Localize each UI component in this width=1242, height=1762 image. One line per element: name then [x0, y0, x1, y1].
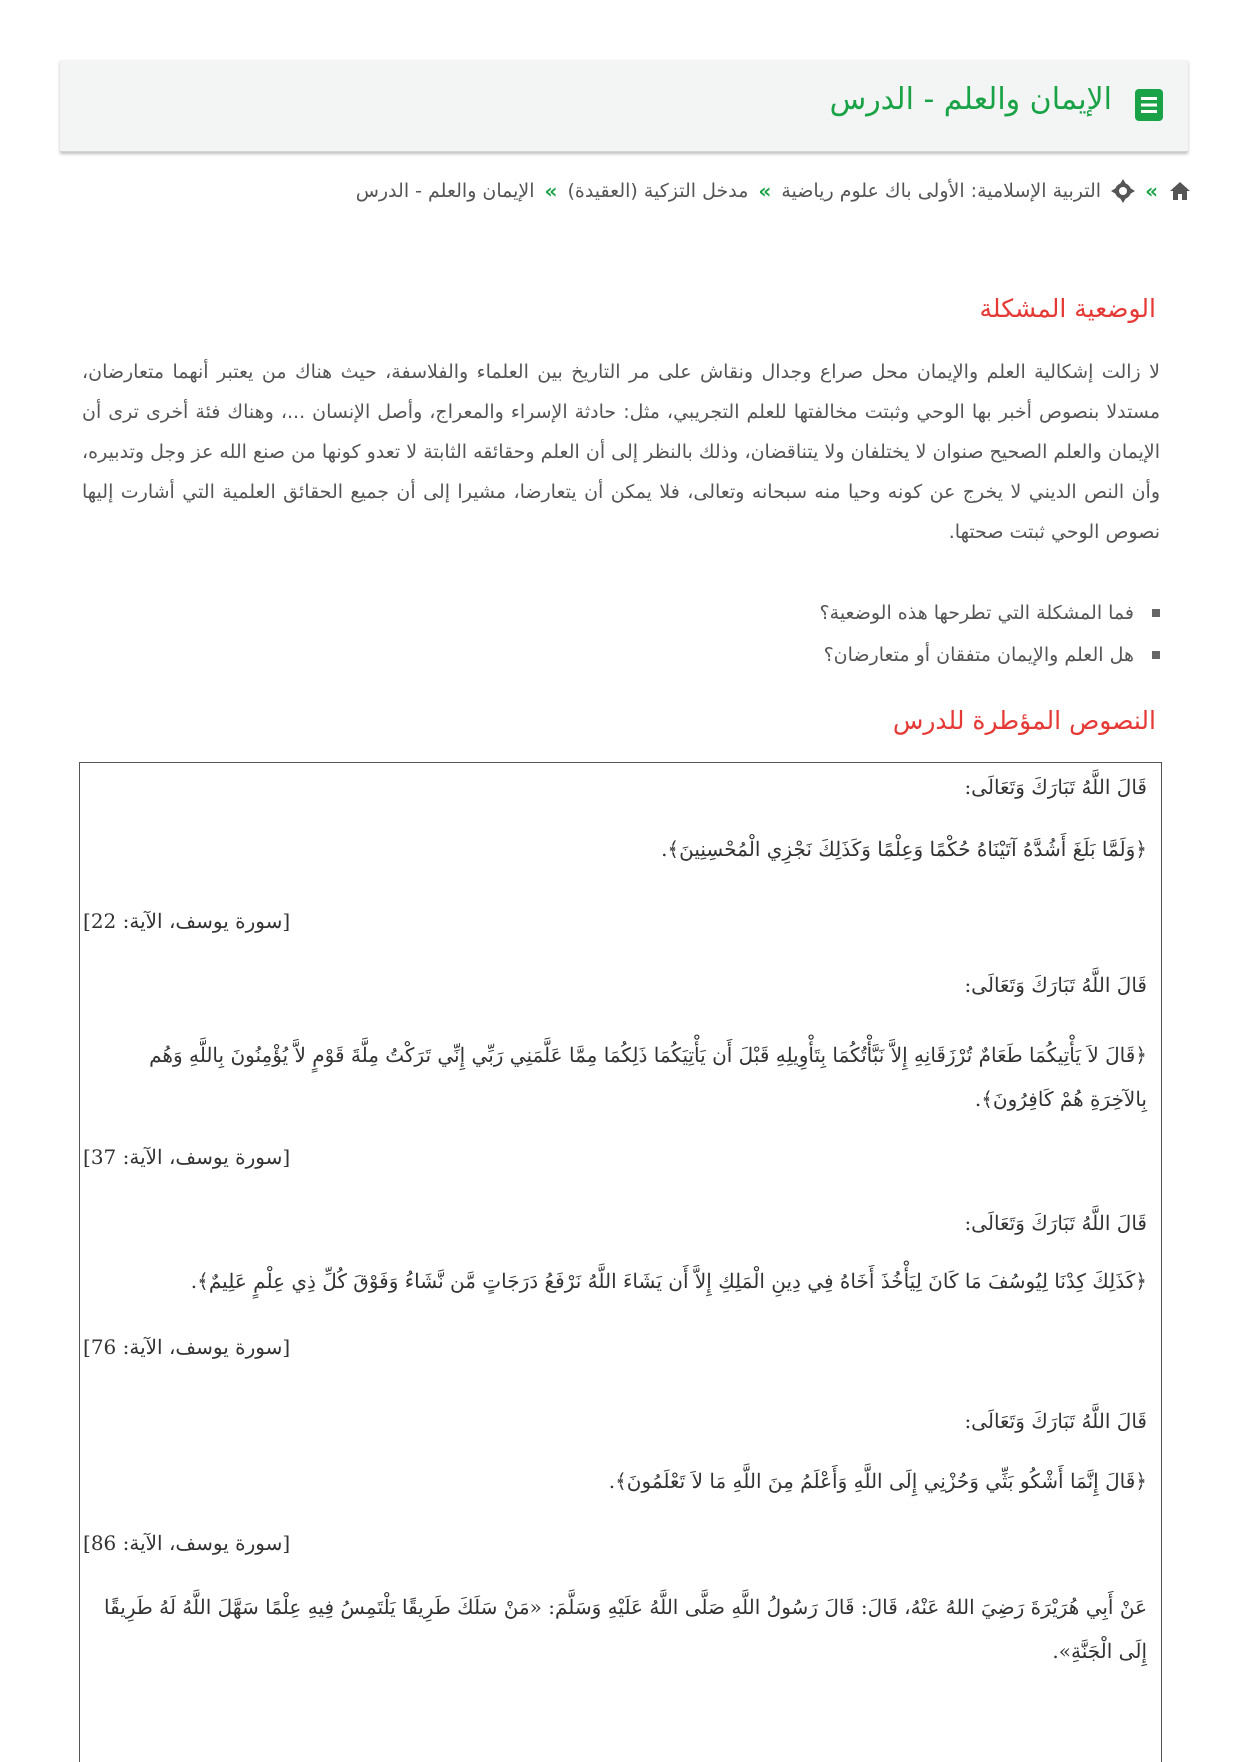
gear-icon	[1111, 179, 1135, 203]
question-text: هل العلم والإيمان متفقان أو متعارضان؟	[823, 644, 1134, 666]
breadcrumb-item-unit[interactable]: مدخل التزكية (العقيدة)	[567, 180, 749, 202]
question-text: فما المشكلة التي تطرحها هذه الوضعية؟	[819, 602, 1134, 624]
framing-texts-box	[79, 762, 1162, 1762]
verse-intro: قَالَ اللَّهُ تَبَارَكَ وَتَعَالَى:	[964, 775, 1147, 799]
verse-text: ﴿وَلَمَّا بَلَغَ أَشُدَّهُ آتَيْنَاهُ حُكْمًا وَعِلْمًا وَكَذَلِكَ نَجْزِي الْمُحْسِنِينَ﴾.	[661, 837, 1147, 861]
verse-text: ﴿قَالَ إِنَّمَا أَشْكُو بَثِّي وَحُزْنِي إِلَى اللَّهِ وَأَعْلَمُ مِنَ اللَّهِ مَا لاَ تَعْلَمُونَ﴾.	[608, 1469, 1147, 1493]
section-heading-problem: الوضعية المشكلة	[979, 294, 1156, 323]
page-header	[60, 60, 1188, 152]
breadcrumb-separator: »	[1145, 179, 1158, 203]
breadcrumb-item-current: الإيمان والعلم - الدرس	[355, 180, 535, 202]
bullet-icon	[1152, 651, 1160, 659]
breadcrumb	[356, 176, 1192, 206]
verse-text: ﴿كَذَلِكَ كِدْنَا لِيُوسُفَ مَا كَانَ لِيَأْخُذَ أَخَاهُ فِي دِينِ الْمَلِكِ إِلاَّ أَن يَشَاءَ اللَّهُ نَرْفَعُ دَرَجَاتٍ مَّن نَّشَاءُ وَفَوْقَ كُلِّ ذِي عِلْمٍ عَلِيمٌ﴾.	[190, 1269, 1147, 1293]
page-title: الإيمان والعلم - الدرس	[829, 82, 1112, 117]
breadcrumb-separator: »	[544, 179, 558, 203]
verse-intro: قَالَ اللَّهُ تَبَارَكَ وَتَعَالَى:	[964, 1409, 1147, 1433]
verse-intro: قَالَ اللَّهُ تَبَارَكَ وَتَعَالَى:	[964, 973, 1147, 997]
verse-reference: [سورة يوسف، الآية: 37]	[83, 1145, 291, 1169]
problem-paragraph: لا زالت إشكالية العلم والإيمان محل صراع وجدال ونقاش على مر التاريخ بين العلماء والفلاسفة، حيث هناك من يعتبر أنهما متعارضان، مستدلا بنصوص أخبر بها الوحي وثبتت مخالفتها للعلم التجريبي، مثل: حادثة الإسراء والمعراج، وأصل الإنسان ...، وهناك فئة أخرى ترى أن الإيمان والعلم الصحيح صنوان لا يختلفان ولا يتناقضان، وذلك بالنظر إلى أن العلم وحقائقه الثابتة لا تعدو كونها من صنع الله عز وجل وتدبيره، وأن النص الديني لا يخرج عن كونه وحيا منه سبحانه وتعالى، فلا يمكن أن يتعارضا، مشيرا إلى أن جميع الحقائق العلمية التي أشارت إليها نصوص الوحي ثبتت صحتها.	[82, 361, 1160, 543]
hadith-text: عَنْ أَبِي هُرَيْرَةَ رَضِيَ اللهُ عَنْهُ، قَالَ: قَالَ رَسُولُ اللَّهِ صَلَّى اللَّهُ عَلَيْهِ وَسَلَّمَ: «مَنْ سَلَكَ طَرِيقًا يَلْتَمِسُ فِيهِ عِلْمًا سَهَّلَ اللَّهُ لَهُ طَرِيقًا إِلَى الْجَنَّةِ».	[104, 1595, 1147, 1663]
breadcrumb-item-subject[interactable]: التربية الإسلامية: الأولى باك علوم رياضية	[781, 180, 1102, 202]
question-list	[820, 592, 1160, 676]
list-item	[820, 592, 1160, 634]
list-item	[820, 634, 1160, 676]
verse-text: ﴿قَالَ لاَ يَأْتِيكُمَا طَعَامٌ تُرْزَقَانِهِ إِلاَّ نَبَّأْتُكُمَا بِتَأْوِيلِهِ قَبْلَ أَن يَأْتِيَكُمَا ذَلِكُمَا مِمَّا عَلَّمَنِي رَبِّي إِنِّي تَرَكْتُ مِلَّةَ قَوْمٍ لاَّ يُؤْمِنُونَ بِاللَّهِ وَهُم بِالآخِرَةِ هُمْ كَافِرُونَ﴾.	[149, 1043, 1147, 1111]
verse-reference: [سورة يوسف، الآية: 86]	[83, 1531, 291, 1555]
verse-reference: [سورة يوسف، الآية: 22]	[83, 909, 291, 933]
verse-intro: قَالَ اللَّهُ تَبَارَكَ وَتَعَالَى:	[964, 1211, 1147, 1235]
section-heading-texts: النصوص المؤطرة للدرس	[892, 706, 1156, 735]
verse-reference: [سورة يوسف، الآية: 76]	[83, 1335, 291, 1359]
breadcrumb-separator: »	[758, 179, 772, 203]
document-icon	[1134, 88, 1164, 122]
home-icon[interactable]	[1168, 179, 1192, 203]
bullet-icon	[1152, 609, 1160, 617]
